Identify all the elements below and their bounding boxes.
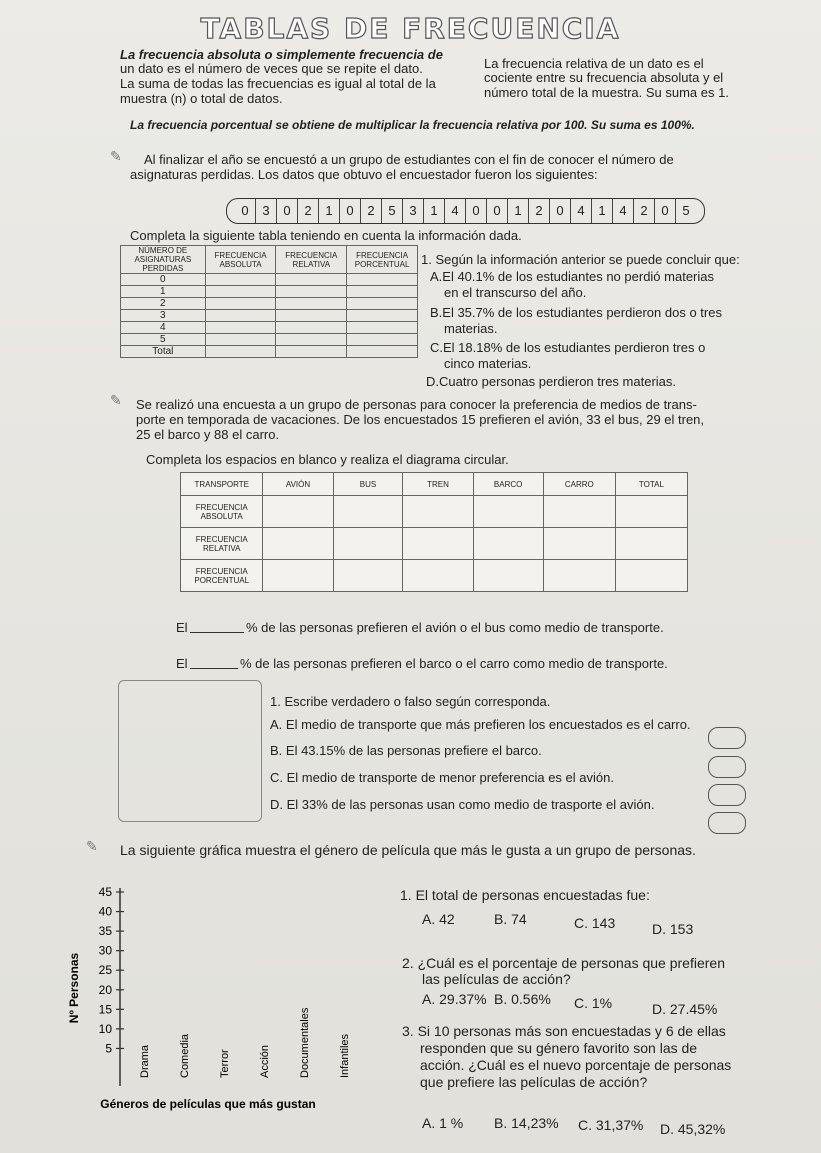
header-cell: NÚMERO DE ASIGNATURAS PERDIDAS bbox=[121, 246, 206, 274]
ex1-line1: Al finalizar el año se encuestó a un grupo de estudiantes con el fin de conocer el número de bbox=[144, 152, 674, 167]
answer-cell[interactable] bbox=[403, 560, 473, 592]
blank2-line[interactable] bbox=[190, 668, 238, 669]
seq-value: 5 bbox=[382, 199, 403, 223]
pct-def: La frecuencia porcentual se obtiene de multiplicar la frecuencia relativa por 100. Su suma es 100%. bbox=[130, 118, 695, 132]
answer-cell[interactable] bbox=[473, 560, 543, 592]
seq-value: 5 bbox=[682, 203, 690, 218]
answer-cell[interactable] bbox=[276, 298, 347, 310]
answer-cell[interactable] bbox=[276, 274, 347, 286]
answer-cell[interactable] bbox=[347, 346, 418, 358]
answer-cell[interactable] bbox=[276, 334, 347, 346]
q2-line2: las películas de acción? bbox=[422, 971, 571, 987]
seq-value: 0 bbox=[550, 199, 571, 223]
option-b-line2: materias. bbox=[444, 321, 498, 336]
answer-cell[interactable] bbox=[347, 286, 418, 298]
seq-value: 0 bbox=[466, 199, 487, 223]
answer-cell[interactable] bbox=[205, 322, 276, 334]
seq-value: 1 bbox=[424, 199, 445, 223]
q3-option-a: A. 1 % bbox=[422, 1115, 464, 1131]
rel-def-line1: La frecuencia relativa de un dato es el bbox=[484, 56, 704, 71]
y-tick-label: 15 bbox=[98, 1002, 112, 1017]
y-axis-label: Nº Personas bbox=[67, 952, 81, 1024]
tf-d: D. El 33% de las personas usan como medio de trasporte el avión. bbox=[270, 797, 655, 812]
subjects-table bbox=[120, 245, 418, 358]
row-label: 5 bbox=[121, 334, 206, 346]
seq-value: 2 bbox=[298, 199, 319, 223]
answer-cell[interactable] bbox=[276, 310, 347, 322]
answer-cell[interactable] bbox=[263, 528, 333, 560]
option-a-line2: en el transcurso del año. bbox=[444, 285, 587, 300]
answer-cell[interactable] bbox=[205, 310, 276, 322]
seq-value: 0 bbox=[655, 199, 676, 223]
pencil-icon: ✎ bbox=[86, 838, 98, 854]
answer-cell[interactable] bbox=[615, 528, 687, 560]
x-category-label: Documentales bbox=[299, 1007, 311, 1078]
seq-value: 0 bbox=[235, 199, 256, 223]
q2-option-d: D. 27.45% bbox=[652, 1001, 718, 1017]
answer-cell[interactable] bbox=[347, 274, 418, 286]
answer-cell[interactable] bbox=[543, 496, 615, 528]
row-label: FRECUENCIA ABSOLUTA bbox=[181, 496, 263, 528]
ex2-line1: Se realizó una encuesta a un grupo de personas para conocer la preferencia de medios de trans- bbox=[136, 397, 697, 412]
x-category-label: Acción bbox=[259, 1044, 271, 1078]
answer-cell[interactable] bbox=[347, 322, 418, 334]
tf-answer-c[interactable] bbox=[708, 784, 746, 806]
seq-value: 4 bbox=[445, 199, 466, 223]
x-category-label: Comedia bbox=[179, 1033, 191, 1078]
ex3-intro: La siguiente gráfica muestra el género de película que más le gusta a un grupo de personas. bbox=[120, 842, 696, 858]
x-axis-label: Géneros de películas que más gustan bbox=[100, 1097, 316, 1111]
blank2-text: % de las personas prefieren el barco o el carro como medio de transporte. bbox=[240, 656, 668, 671]
tf-answer-d[interactable] bbox=[708, 812, 746, 834]
y-tick-label: 40 bbox=[98, 904, 112, 919]
rel-def-line2: cociente entre su frecuencia absoluta y el bbox=[484, 70, 724, 85]
answer-cell[interactable] bbox=[543, 528, 615, 560]
x-category-label: Drama bbox=[139, 1044, 151, 1078]
tf-answer-b[interactable] bbox=[708, 756, 746, 778]
header-cell: TOTAL bbox=[615, 473, 687, 496]
header-cell: FRECUENCIA RELATIVA bbox=[276, 246, 347, 274]
ex1-question: 1. Según la información anterior se puede concluir que: bbox=[421, 252, 740, 267]
seq-value: 3 bbox=[403, 199, 424, 223]
ex1-line2: asignaturas perdidas. Los datos que obtuvo el encuestador fueron los siguientes: bbox=[130, 167, 598, 182]
header-cell: TREN bbox=[403, 473, 473, 496]
q1-text: 1. El total de personas encuestadas fue: bbox=[400, 887, 650, 903]
page-title: TABLAS DE FRECUENCIA bbox=[200, 12, 621, 45]
q2-option-a: A. 29.37% bbox=[422, 991, 487, 1007]
q1-option-a: A. 42 bbox=[422, 911, 455, 927]
answer-cell[interactable] bbox=[473, 528, 543, 560]
answer-cell[interactable] bbox=[615, 560, 687, 592]
seq-value: 3 bbox=[256, 199, 277, 223]
q3-line4: que prefiere las películas de acción? bbox=[420, 1074, 648, 1090]
seq-value: 2 bbox=[529, 199, 550, 223]
transport-table bbox=[180, 472, 688, 592]
ex2-line3: 25 el barco y 88 el carro. bbox=[136, 427, 280, 442]
blank1-prefix: El bbox=[176, 620, 188, 635]
pie-chart-box[interactable] bbox=[118, 680, 262, 822]
pencil-icon: ✎ bbox=[110, 392, 122, 408]
row-label: 4 bbox=[121, 322, 206, 334]
y-tick-label: 45 bbox=[98, 885, 112, 899]
blank1-text: % de las personas prefieren el avión o el bus como medio de transporte. bbox=[246, 620, 664, 635]
answer-cell[interactable] bbox=[205, 274, 276, 286]
header-cell: AVIÓN bbox=[263, 473, 333, 496]
y-tick-label: 25 bbox=[98, 963, 112, 978]
q1-option-b: B. 74 bbox=[494, 911, 527, 927]
y-tick-label: 10 bbox=[98, 1021, 112, 1036]
abs-def-line2: un dato es el número de veces que se repite el dato. bbox=[120, 61, 423, 76]
q3-line2: responden que su género favorito son las de bbox=[420, 1040, 698, 1056]
header-cell: BARCO bbox=[473, 473, 543, 496]
answer-cell[interactable] bbox=[205, 334, 276, 346]
row-label: FRECUENCIA PORCENTUAL bbox=[181, 560, 263, 592]
seq-value: 1 bbox=[319, 199, 340, 223]
y-tick-label: 35 bbox=[98, 924, 112, 939]
answer-cell[interactable] bbox=[347, 334, 418, 346]
row-label: Total bbox=[121, 346, 206, 358]
rel-def-line3: número total de la muestra. Su suma es 1. bbox=[484, 85, 729, 100]
answer-cell[interactable] bbox=[615, 496, 687, 528]
tf-title: 1. Escribe verdadero o falso según corresponda. bbox=[270, 694, 551, 709]
q1-option-d: D. 153 bbox=[652, 921, 694, 937]
seq-value: 2 bbox=[634, 199, 655, 223]
seq-value: 0 bbox=[340, 199, 361, 223]
option-b-line1: B.El 35.7% de los estudiantes perdieron dos o tres bbox=[430, 305, 722, 320]
seq-value: 0 bbox=[277, 199, 298, 223]
q3-line1: 3. Si 10 personas más son encuestadas y 6 de ellas bbox=[402, 1023, 726, 1039]
answer-cell[interactable] bbox=[276, 286, 347, 298]
seq-value: 2 bbox=[361, 199, 382, 223]
row-label: 0 bbox=[121, 274, 206, 286]
header-cell: TRANSPORTE bbox=[181, 473, 263, 496]
option-c-line2: cinco materias. bbox=[444, 356, 532, 371]
q2-option-c: C. 1% bbox=[574, 995, 613, 1011]
row-label: 2 bbox=[121, 298, 206, 310]
row-label: 3 bbox=[121, 310, 206, 322]
answer-cell[interactable] bbox=[276, 346, 347, 358]
header-cell: BUS bbox=[333, 473, 403, 496]
blank1-line[interactable] bbox=[190, 632, 244, 633]
option-d: D.Cuatro personas perdieron tres materias. bbox=[426, 374, 677, 389]
y-tick-label: 20 bbox=[98, 982, 112, 997]
pencil-icon: ✎ bbox=[110, 148, 122, 164]
seq-value: 4 bbox=[613, 199, 634, 223]
seq-value: 1 bbox=[592, 199, 613, 223]
answer-cell[interactable] bbox=[347, 298, 418, 310]
answer-cell[interactable] bbox=[543, 560, 615, 592]
answer-cell[interactable] bbox=[205, 298, 276, 310]
header-cell: CARRO bbox=[543, 473, 615, 496]
answer-cell[interactable] bbox=[263, 496, 333, 528]
q3-option-d: D. 45,32% bbox=[660, 1121, 726, 1137]
seq-value: 1 bbox=[508, 199, 529, 223]
y-tick-label: 5 bbox=[105, 1041, 112, 1056]
data-sequence bbox=[226, 198, 705, 224]
header-cell: FRECUENCIA ABSOLUTA bbox=[205, 246, 276, 274]
ex2-line2: porte en temporada de vacaciones. De los encuestados 15 prefieren el avión, 33 el bus, 29 el tren, bbox=[136, 412, 705, 427]
x-category-label: Infantiles bbox=[339, 1033, 351, 1078]
answer-cell[interactable] bbox=[263, 560, 333, 592]
q2-option-b: B. 0.56% bbox=[494, 991, 551, 1007]
q3-line3: acción. ¿Cuál es el nuevo porcentaje de personas bbox=[420, 1057, 732, 1073]
ex1-instruction: Completa la siguiente tabla teniendo en cuenta la información dada. bbox=[130, 228, 522, 243]
answer-cell[interactable] bbox=[205, 346, 276, 358]
tf-b: B. El 43.15% de las personas prefiere el barco. bbox=[270, 743, 542, 758]
q3-option-c: C. 31,37% bbox=[578, 1117, 644, 1133]
y-tick-label: 30 bbox=[98, 943, 112, 958]
option-a-line1: A.El 40.1% de los estudiantes no perdió materias bbox=[430, 269, 715, 284]
genre-bar-chart bbox=[60, 878, 380, 1118]
answer-cell[interactable] bbox=[333, 496, 403, 528]
q2-line1: 2. ¿Cuál es el porcentaje de personas que prefieren bbox=[402, 955, 725, 971]
abs-def-line3: La suma de todas las frecuencias es igual al total de la bbox=[120, 76, 436, 91]
abs-def-line1: La frecuencia absoluta o simplemente frecuencia de bbox=[120, 47, 443, 62]
header-cell: FRECUENCIA PORCENTUAL bbox=[347, 246, 418, 274]
tf-c: C. El medio de transporte de menor preferencia es el avión. bbox=[270, 770, 614, 785]
tf-answer-a[interactable] bbox=[708, 727, 746, 749]
answer-cell[interactable] bbox=[276, 322, 347, 334]
q1-option-c: C. 143 bbox=[574, 915, 616, 931]
answer-cell[interactable] bbox=[403, 496, 473, 528]
answer-cell[interactable] bbox=[205, 286, 276, 298]
row-label: 1 bbox=[121, 286, 206, 298]
blank2-prefix: El bbox=[176, 656, 188, 671]
answer-cell[interactable] bbox=[333, 528, 403, 560]
ex2-instruction: Completa los espacios en blanco y realiza el diagrama circular. bbox=[146, 452, 509, 467]
seq-value: 0 bbox=[487, 199, 508, 223]
answer-cell[interactable] bbox=[333, 560, 403, 592]
answer-cell[interactable] bbox=[347, 310, 418, 322]
seq-value: 4 bbox=[571, 199, 592, 223]
tf-a: A. El medio de transporte que más prefieren los encuestados es el carro. bbox=[270, 717, 691, 732]
q3-option-b: B. 14,23% bbox=[494, 1115, 559, 1131]
answer-cell[interactable] bbox=[473, 496, 543, 528]
row-label: FRECUENCIA RELATIVA bbox=[181, 528, 263, 560]
option-c-line1: C.El 18.18% de los estudiantes perdieron tres o bbox=[430, 340, 706, 355]
x-category-label: Terror bbox=[219, 1049, 231, 1078]
answer-cell[interactable] bbox=[403, 528, 473, 560]
abs-def-line4: muestra (n) o total de datos. bbox=[120, 91, 283, 106]
